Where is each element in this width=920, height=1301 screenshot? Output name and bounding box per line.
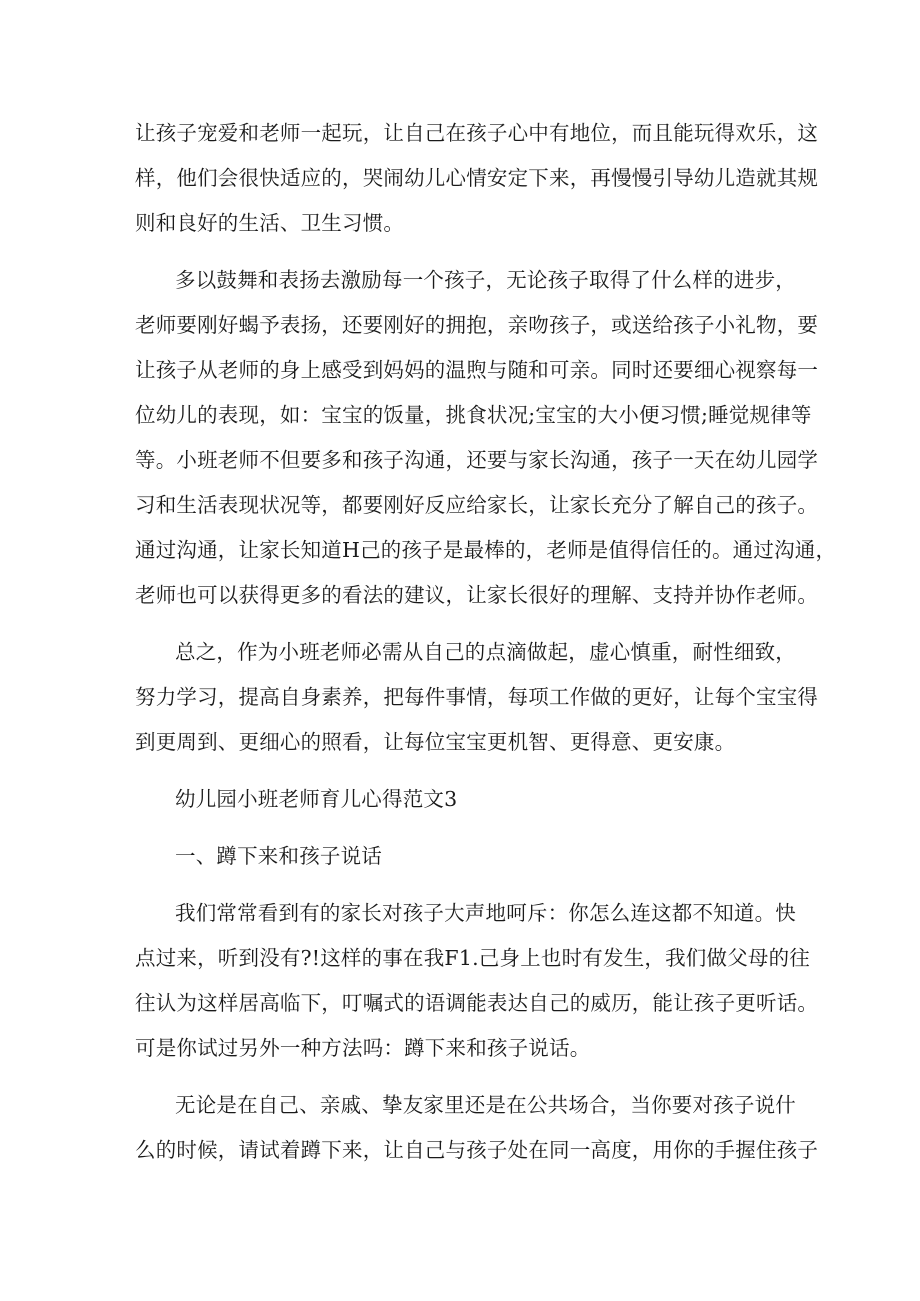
paragraph: [135, 630, 819, 765]
text-line: 努力学习，提高自身素养，把每件事情，每项工作做的更好，让每个宝宝得: [135, 685, 819, 709]
text-line: 可是你试过另外一种方法吗：蹲下来和孩子说话。: [135, 1036, 591, 1060]
text-line: 我们常常看到有的家长对孩子大声地呵斥：你怎么连这都不知道。快: [175, 901, 796, 925]
text-line: 到更周到、更细心的照看，让每位宝宝更机智、更得意、更安康。: [135, 730, 736, 754]
text-line: 位幼儿的表现，如：宝宝的饭量，挑食状况;宝宝的大小便习惯;睡觉规律等: [135, 403, 812, 427]
paragraph: [135, 1083, 819, 1173]
text-line: 让孩子宠爱和老师一起玩，让自己在孩子心中有地位，而且能玩得欢乐，这: [135, 121, 819, 145]
heading-text: 幼儿园小班老师育儿心得范文3: [175, 787, 458, 811]
text-line: 习和生活表现状况等，都要刚好反应给家长，让家长充分了解自己的孩子。: [135, 493, 819, 517]
text-line: 总之，作为小班老师必需从自己的点滴做起，虚心慎重，耐性细致，: [175, 640, 796, 664]
document-page: [135, 111, 837, 1173]
paragraph: [135, 891, 819, 1071]
text-line: 通过沟通，让家长知道H己的孩子是最棒的，老师是值得信任的。通过沟通，: [135, 538, 837, 562]
text-line: 无论是在自己、亲戚、挚友家里还是在公共场合，当你要对孩子说什: [175, 1093, 796, 1117]
text-line: 多以鼓舞和表扬去激励每一个孩子，无论孩子取得了什么样的进步，: [175, 268, 796, 292]
text-line: 老师也可以获得更多的看法的建议，让家长很好的理解、支持并协作老师。: [135, 583, 819, 607]
section-heading: [135, 777, 795, 822]
subheading-text: 一、蹲下来和孩子说话: [175, 844, 382, 868]
subsection-heading: [135, 834, 795, 879]
text-line: 等。小班老师不但要多和孩子沟通，还要与家长沟通，孩子一天在幼儿园学: [135, 448, 819, 472]
text-line: 样，他们会很快适应的，哭闹幼儿心情安定下来，再慢慢引导幼儿造就其规: [135, 166, 819, 190]
text-line: 老师要刚好蝎予表扬，还要刚好的拥抱，亲吻孩子，或送给孩子小礼物，要: [135, 313, 819, 337]
text-line: 则和良好的生活、卫生习惯。: [135, 211, 405, 235]
text-line: 么的时候，请试着蹲下来，让自己与孩子处在同一高度，用你的手握住孩子: [135, 1138, 819, 1162]
text-line: 往认为这样居高临下，叮嘱式的语调能表达自己的威历，能让孩子更听话。: [135, 991, 819, 1015]
paragraph: [135, 111, 819, 246]
text-line: 让孩子从老师的身上感受到妈妈的温煦与随和可亲。同时还要细心视察每一: [135, 358, 819, 382]
paragraph: [135, 258, 837, 618]
text-line: 点过来，听到没有?!这样的事在我F1.己身上也时有发生，我们做父母的往: [135, 946, 811, 970]
